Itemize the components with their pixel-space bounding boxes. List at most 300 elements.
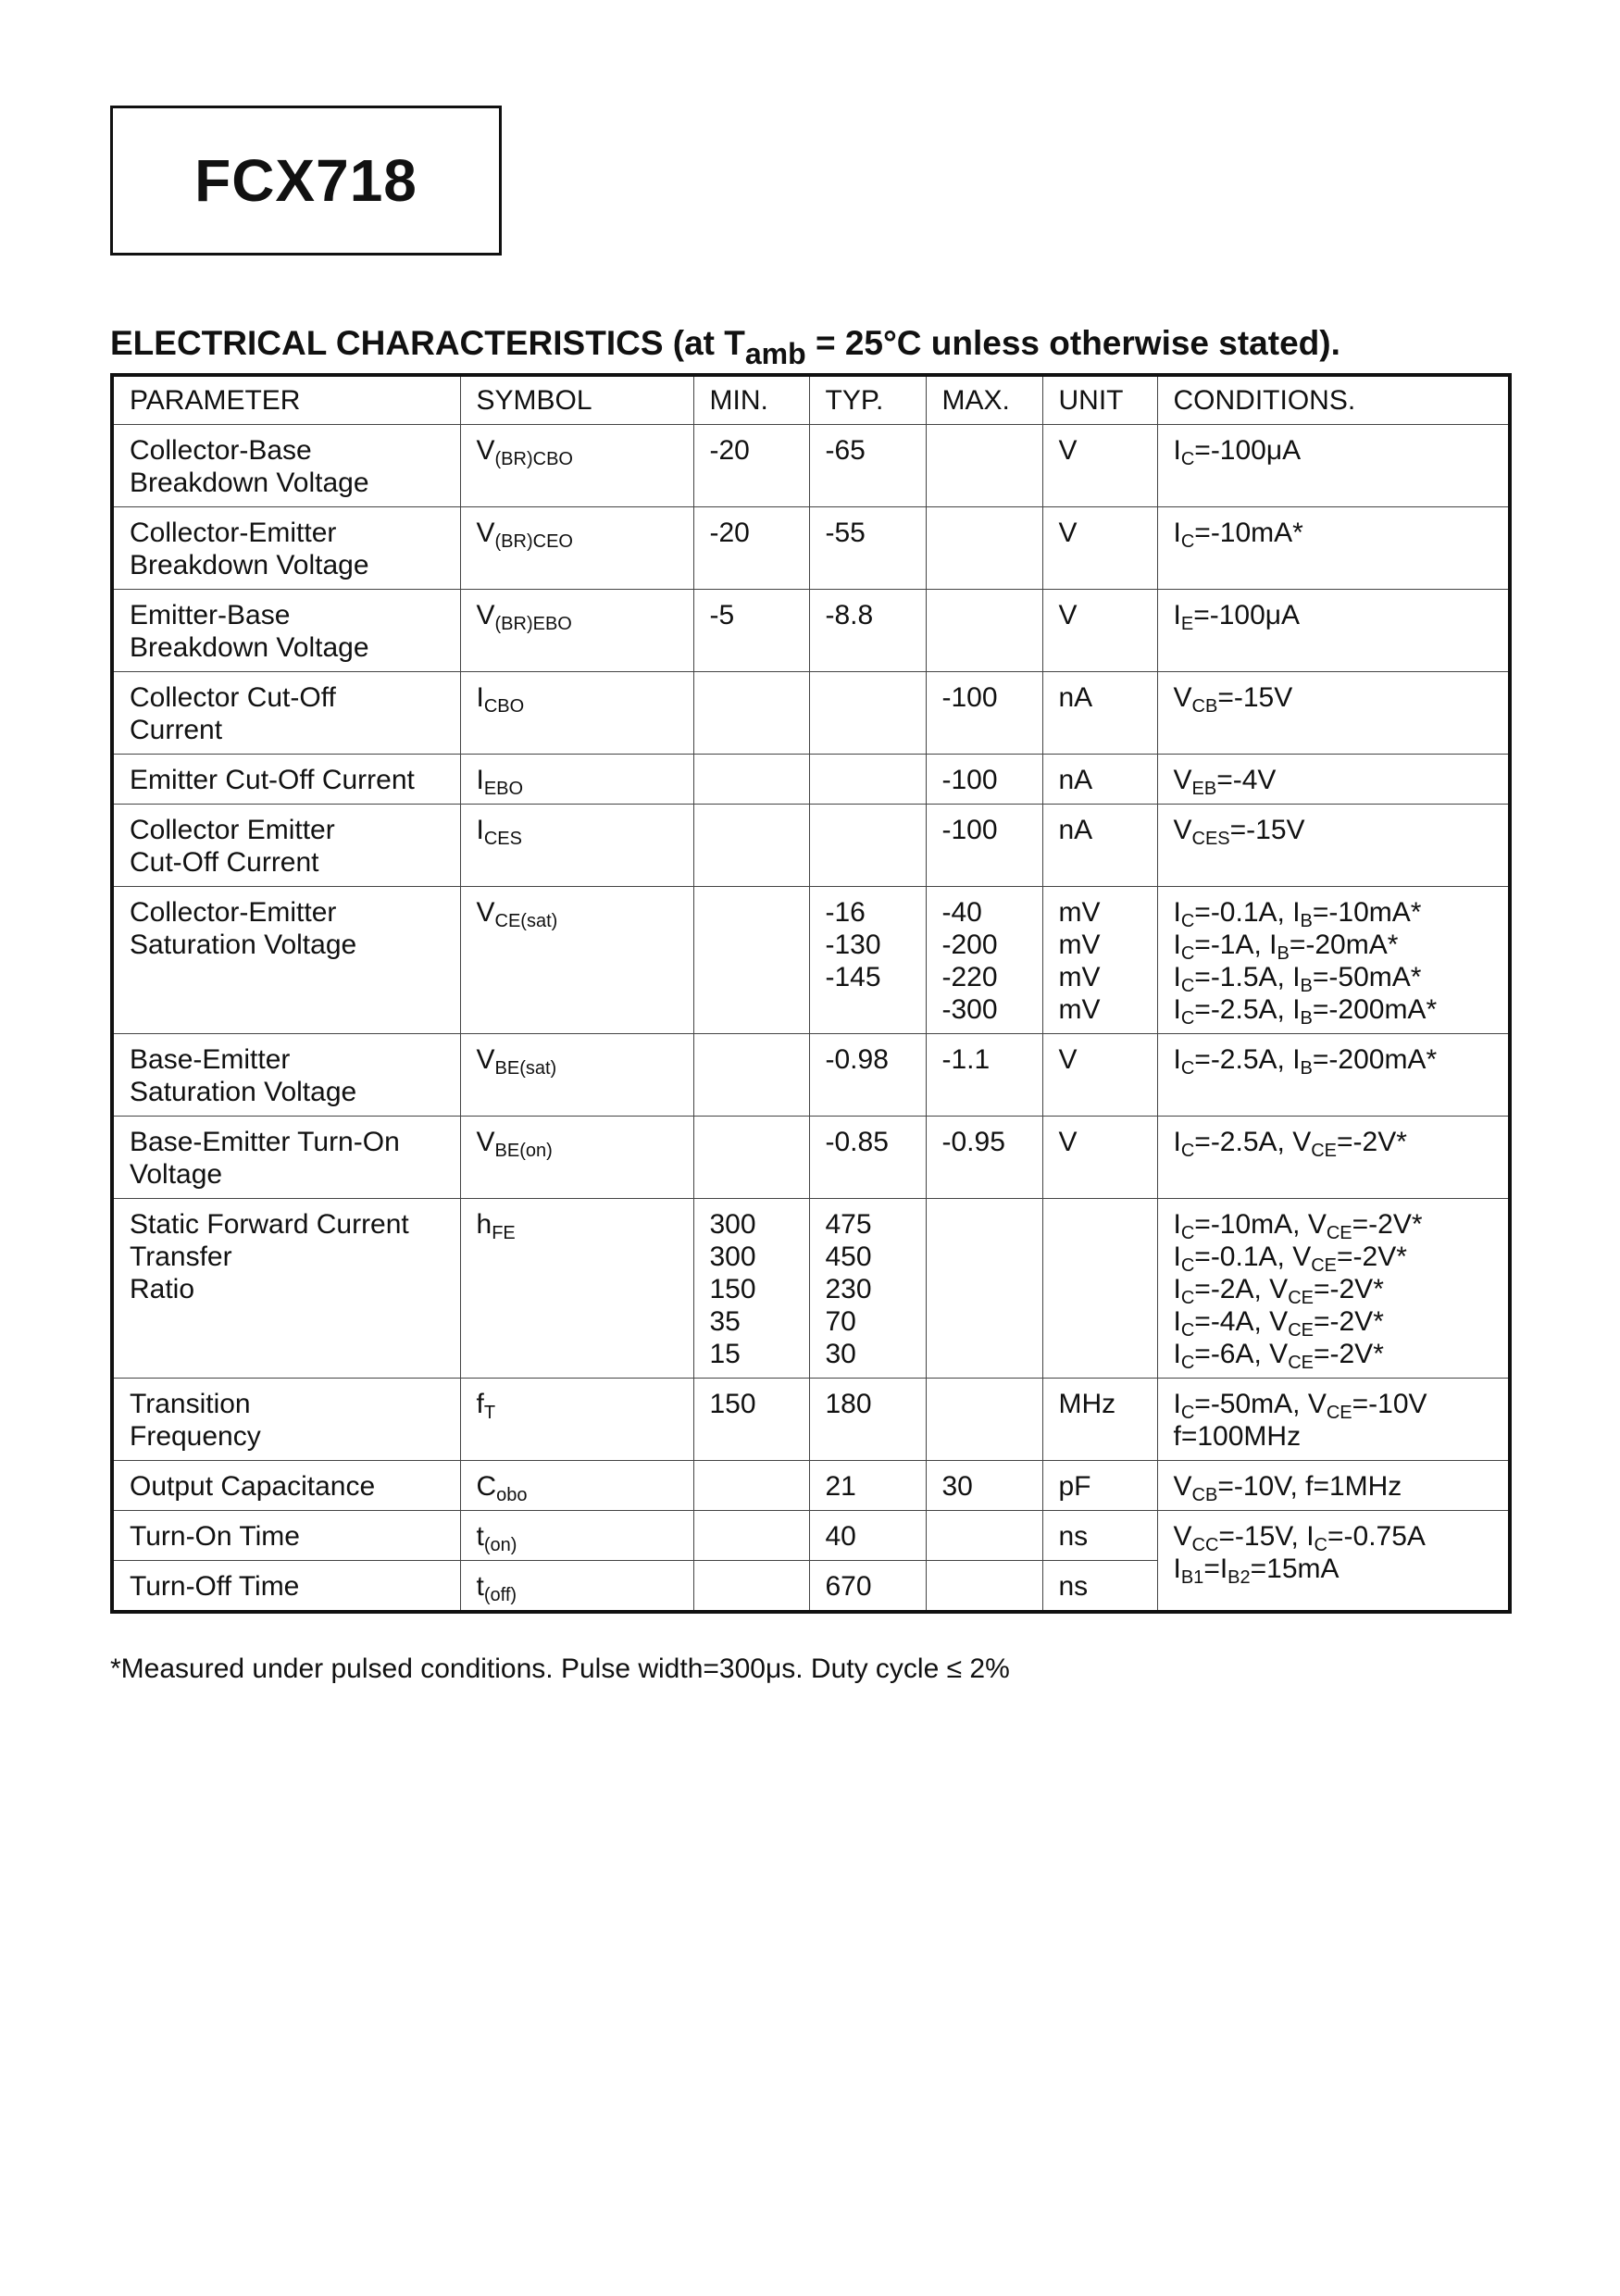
symbol-subscript: CBO: [483, 696, 525, 717]
column-header: PARAMETER: [112, 375, 460, 425]
part-number: FCX718: [194, 147, 417, 214]
condition-text: =-100μA: [1193, 600, 1301, 630]
symbol-letter: I: [476, 765, 484, 795]
table-row: [112, 507, 1510, 590]
table-header-row: [112, 375, 1510, 425]
condition-text: I: [1173, 994, 1181, 1025]
condition-line: [1173, 1388, 1498, 1423]
condition-subscript: C: [1180, 1058, 1195, 1079]
typ-cell: [809, 425, 926, 507]
max-cell-value: -100: [941, 682, 998, 713]
condition-text: I: [1173, 1242, 1181, 1272]
condition-text: I: [1173, 1209, 1181, 1240]
condition-line: [1174, 1520, 1498, 1553]
table-row: [112, 1511, 1510, 1561]
condition-text: I: [1173, 897, 1181, 928]
condition-line: [1173, 517, 1498, 552]
section-heading: [110, 324, 1340, 371]
condition-text: I: [1173, 1127, 1181, 1157]
condition-text: =-10mA*: [1312, 897, 1422, 928]
parameter-cell: [112, 507, 460, 590]
unit-cell: [1042, 755, 1157, 805]
parameter-cell-value: Base-Emitter Turn-On: [130, 1127, 400, 1157]
condition-text: V: [1173, 1521, 1192, 1552]
table-row: [112, 1199, 1510, 1379]
parameter-cell-value: Saturation Voltage: [130, 930, 357, 960]
parameter-cell: [112, 1461, 460, 1511]
condition-text: f=100MHz: [1173, 1421, 1302, 1452]
condition-line: [1174, 896, 1498, 929]
parameter-cell: [112, 1034, 460, 1117]
condition-subscript: CB: [1191, 696, 1218, 717]
symbol-subscript: BE(on): [494, 1141, 553, 1161]
unit-cell-value: mV: [1058, 994, 1101, 1025]
symbol-cell: [460, 425, 693, 507]
condition-line: [1174, 1208, 1498, 1241]
parameter-cell: [112, 1561, 460, 1613]
min-cell: [693, 1034, 809, 1117]
condition-line: [1173, 764, 1498, 799]
unit-cell-value: nA: [1058, 815, 1093, 845]
symbol-subscript: (BR)EBO: [494, 614, 572, 634]
typ-cell-value: -16: [825, 897, 866, 928]
max-cell: [926, 1379, 1042, 1461]
symbol-cell: [460, 590, 693, 672]
unit-cell: [1042, 887, 1157, 1034]
condition-subscript: CE: [1288, 1320, 1314, 1341]
condition-subscript: C: [1180, 1223, 1195, 1243]
part-number-box: [110, 106, 502, 256]
condition-text: =-2V*: [1337, 1242, 1407, 1272]
min-cell-value: -5: [709, 600, 735, 630]
condition-text: =-20mA*: [1289, 930, 1399, 960]
max-cell: [926, 507, 1042, 590]
unit-cell-value: mV: [1058, 930, 1101, 960]
condition-text: =-10V: [1352, 1389, 1427, 1419]
symbol-letter: h: [476, 1209, 492, 1240]
typ-cell-value: 30: [825, 1339, 856, 1369]
parameter-cell: [112, 887, 460, 1034]
condition-subscript: CES: [1191, 829, 1230, 849]
max-cell-value: -200: [941, 930, 998, 960]
parameter-cell: [112, 1511, 460, 1561]
typ-cell: [809, 1379, 926, 1461]
condition-text: I: [1173, 1306, 1181, 1337]
unit-cell-value: mV: [1058, 897, 1101, 928]
condition-text: =-100μA: [1194, 435, 1302, 466]
typ-cell: [809, 887, 926, 1034]
typ-cell: [809, 755, 926, 805]
typ-cell-value: 450: [825, 1242, 872, 1272]
parameter-cell: [112, 590, 460, 672]
max-cell: [926, 1561, 1042, 1613]
symbol-subscript: CES: [483, 829, 522, 849]
condition-subscript: C: [1180, 1320, 1195, 1341]
condition-text: I: [1173, 1274, 1181, 1304]
min-cell: [693, 1199, 809, 1379]
min-cell: [693, 1117, 809, 1199]
symbol-cell: [460, 1199, 693, 1379]
condition-text: =-200mA*: [1312, 1044, 1438, 1075]
condition-line: [1173, 599, 1498, 634]
parameter-cell-value: Breakdown Voltage: [130, 550, 369, 580]
condition-text: I: [1173, 1554, 1181, 1584]
parameter-cell-value: Static Forward Current: [130, 1209, 409, 1240]
condition-text: =-2V*: [1313, 1306, 1384, 1337]
column-header: MIN.: [693, 375, 809, 425]
symbol-subscript: T: [483, 1403, 496, 1423]
condition-text: =-15V: [1217, 682, 1293, 713]
max-cell: [926, 887, 1042, 1034]
typ-cell: [809, 1561, 926, 1613]
condition-subscript: C: [1180, 531, 1195, 552]
symbol-subscript: obo: [496, 1485, 528, 1505]
condition-subscript: B2: [1227, 1567, 1251, 1588]
min-cell: [693, 425, 809, 507]
condition-text: =-2.5A, V: [1194, 1127, 1312, 1157]
unit-cell-value: MHz: [1058, 1389, 1116, 1419]
condition-text: V: [1173, 815, 1192, 845]
max-cell-value: -100: [941, 765, 998, 795]
condition-text: I: [1173, 1044, 1181, 1075]
parameter-cell-value: Cut-Off Current: [130, 847, 319, 878]
unit-cell: [1042, 590, 1157, 672]
condition-text: I: [1173, 1389, 1181, 1419]
condition-subscript: C: [1180, 943, 1195, 964]
min-cell-value: 35: [709, 1306, 741, 1337]
conditions-cell: [1157, 1117, 1510, 1199]
min-cell-value: -20: [709, 435, 750, 466]
parameter-cell-value: Output Capacitance: [130, 1471, 376, 1502]
max-cell-value: -300: [941, 994, 998, 1025]
condition-subscript: B: [1300, 1008, 1313, 1029]
symbol-cell: [460, 1511, 693, 1561]
symbol-cell: [460, 507, 693, 590]
condition-subscript: C: [1180, 1141, 1195, 1161]
condition-subscript: C: [1180, 1288, 1195, 1308]
max-cell: [926, 672, 1042, 755]
condition-text: V: [1173, 682, 1192, 713]
condition-text: =-1.5A, I: [1194, 962, 1301, 992]
condition-text: V: [1173, 1471, 1192, 1502]
unit-cell: [1042, 1379, 1157, 1461]
unit-cell: [1042, 425, 1157, 507]
condition-subscript: B: [1300, 1058, 1313, 1079]
condition-text: =-4A, V: [1194, 1306, 1289, 1337]
column-header: SYMBOL: [460, 375, 693, 425]
condition-line: [1173, 993, 1498, 1029]
parameter-cell-value: Breakdown Voltage: [130, 468, 369, 498]
typ-cell-value: -65: [825, 435, 866, 466]
parameter-cell: [112, 425, 460, 507]
table-row: [112, 1461, 1510, 1511]
min-cell: [693, 755, 809, 805]
symbol-letter: V: [476, 435, 495, 466]
table-row: [112, 1117, 1510, 1199]
max-cell-value: -220: [941, 962, 998, 992]
max-cell: [926, 1117, 1042, 1199]
symbol-letter: I: [476, 682, 484, 713]
max-cell-value: -1.1: [941, 1044, 991, 1075]
heading-rest: = 25°C unless otherwise stated).: [805, 324, 1340, 362]
min-cell-value: 300: [709, 1209, 756, 1240]
footnote: *Measured under pulsed conditions. Pulse width=300μs. Duty cycle ≤ 2%: [110, 1653, 1010, 1684]
max-cell: [926, 1461, 1042, 1511]
symbol-letter: V: [476, 1127, 495, 1157]
unit-cell: [1042, 1117, 1157, 1199]
condition-subscript: C: [1180, 1353, 1195, 1373]
max-cell: [926, 805, 1042, 887]
typ-cell-value: 475: [825, 1209, 872, 1240]
condition-text: =-50mA*: [1312, 962, 1422, 992]
max-cell-value: -40: [941, 897, 982, 928]
condition-line: [1173, 961, 1498, 996]
min-cell-value: -20: [709, 518, 750, 548]
condition-text: =-2V*: [1313, 1274, 1384, 1304]
condition-line: [1174, 1470, 1498, 1503]
symbol-cell: [460, 805, 693, 887]
heading-main: ELECTRICAL CHARACTERISTICS (at T: [110, 324, 745, 362]
parameter-cell-value: Collector-Base: [130, 435, 312, 466]
conditions-cell: [1157, 1199, 1510, 1379]
min-cell: [693, 887, 809, 1034]
max-cell: [926, 1511, 1042, 1561]
condition-subscript: C: [1180, 1403, 1195, 1423]
symbol-cell: [460, 1379, 693, 1461]
condition-line: [1173, 1241, 1498, 1276]
parameter-cell-value: Collector-Emitter: [130, 518, 337, 548]
unit-cell-value: ns: [1058, 1571, 1089, 1602]
symbol-subscript: CE(sat): [494, 911, 558, 931]
condition-line: [1173, 1338, 1498, 1373]
condition-subscript: B1: [1180, 1567, 1204, 1588]
max-cell: [926, 425, 1042, 507]
symbol-letter: t: [476, 1571, 484, 1602]
parameter-cell-value: Saturation Voltage: [130, 1077, 357, 1107]
min-cell: [693, 1511, 809, 1561]
parameter-cell: [112, 672, 460, 755]
unit-cell: [1042, 672, 1157, 755]
table-row: [112, 1379, 1510, 1461]
typ-cell-value: -8.8: [825, 600, 874, 630]
symbol-letter: I: [476, 815, 484, 845]
condition-text: I: [1173, 930, 1181, 960]
table-row: [112, 887, 1510, 1034]
parameter-cell-value: Turn-Off Time: [130, 1571, 300, 1602]
min-cell: [693, 672, 809, 755]
condition-subscript: B: [1277, 943, 1290, 964]
symbol-subscript: BE(sat): [494, 1058, 557, 1079]
condition-text: =-0.75A: [1327, 1521, 1426, 1552]
typ-cell: [809, 507, 926, 590]
parameter-cell-value: Base-Emitter: [130, 1044, 291, 1075]
parameter-cell: [112, 1117, 460, 1199]
symbol-subscript: (off): [483, 1585, 517, 1605]
parameter-cell-value: Turn-On Time: [130, 1521, 300, 1552]
conditions-cell: [1157, 805, 1510, 887]
parameter-cell: [112, 755, 460, 805]
max-cell: [926, 1034, 1042, 1117]
condition-subscript: CE: [1326, 1223, 1352, 1243]
condition-subscript: E: [1180, 614, 1194, 634]
conditions-cell: [1157, 507, 1510, 590]
condition-text: =-2A, V: [1194, 1274, 1289, 1304]
condition-text: =-10mA*: [1194, 518, 1303, 548]
symbol-cell: [460, 1461, 693, 1511]
table-row: [112, 590, 1510, 672]
table-row: [112, 1034, 1510, 1117]
min-cell-value: 15: [709, 1339, 741, 1369]
max-cell: [926, 1199, 1042, 1379]
condition-text: =-200mA*: [1312, 994, 1438, 1025]
condition-line: [1173, 1126, 1498, 1161]
conditions-cell: [1157, 425, 1510, 507]
condition-subscript: B: [1300, 911, 1313, 931]
symbol-subscript: (BR)CEO: [494, 531, 573, 552]
unit-cell-value: nA: [1058, 765, 1093, 795]
typ-cell: [809, 1461, 926, 1511]
min-cell-value: 300: [709, 1242, 756, 1272]
condition-text: I: [1173, 435, 1181, 466]
symbol-cell: [460, 672, 693, 755]
max-cell: [926, 755, 1042, 805]
condition-text: =-1A, I: [1194, 930, 1277, 960]
symbol-cell: [460, 887, 693, 1034]
typ-cell-value: -55: [825, 518, 866, 548]
table-row: [112, 425, 1510, 507]
parameter-cell-value: Transfer: [130, 1242, 232, 1272]
max-cell-value: -100: [941, 815, 998, 845]
table-row: [112, 672, 1510, 755]
min-cell: [693, 1379, 809, 1461]
min-cell: [693, 507, 809, 590]
condition-text: I: [1173, 600, 1181, 630]
symbol-letter: f: [476, 1389, 484, 1419]
condition-subscript: C: [1180, 1255, 1195, 1276]
conditions-cell: [1157, 755, 1510, 805]
typ-cell-value: 40: [825, 1521, 856, 1552]
column-header: CONDITIONS.: [1157, 375, 1510, 425]
min-cell: [693, 1461, 809, 1511]
unit-cell-value: V: [1058, 1044, 1078, 1075]
min-cell-value: 150: [709, 1274, 756, 1304]
typ-cell: [809, 1511, 926, 1561]
max-cell: [926, 590, 1042, 672]
parameter-cell-value: Transition: [130, 1389, 251, 1419]
unit-cell-value: pF: [1058, 1471, 1091, 1502]
parameter-cell-value: Voltage: [130, 1159, 223, 1190]
max-cell-value: -0.95: [941, 1127, 1005, 1157]
typ-cell-value: 180: [825, 1389, 872, 1419]
parameter-cell-value: Current: [130, 715, 223, 745]
condition-text: I: [1173, 518, 1181, 548]
condition-text: I: [1173, 962, 1181, 992]
unit-cell: [1042, 805, 1157, 887]
unit-cell: [1042, 1561, 1157, 1613]
unit-cell-value: ns: [1058, 1521, 1089, 1552]
condition-text: =-0.1A, I: [1194, 897, 1301, 928]
conditions-cell: [1157, 1379, 1510, 1461]
condition-subscript: C: [1314, 1535, 1327, 1555]
typ-cell-value: 21: [825, 1471, 856, 1502]
condition-subscript: C: [1180, 976, 1195, 996]
condition-subscript: CC: [1191, 1535, 1219, 1555]
parameter-cell-value: Frequency: [130, 1421, 261, 1452]
condition-line: [1173, 681, 1498, 717]
parameter-cell-value: Ratio: [130, 1274, 195, 1304]
min-cell: [693, 1561, 809, 1613]
symbol-letter: C: [476, 1471, 497, 1502]
condition-line: [1174, 434, 1498, 467]
unit-cell-value: nA: [1058, 682, 1093, 713]
condition-subscript: CE: [1311, 1255, 1337, 1276]
parameter-cell: [112, 1379, 460, 1461]
condition-subscript: B: [1300, 976, 1313, 996]
conditions-cell: [1157, 1511, 1510, 1613]
unit-cell: [1042, 507, 1157, 590]
table-row: [112, 805, 1510, 887]
unit-cell: [1042, 1461, 1157, 1511]
parameter-cell: [112, 1199, 460, 1379]
condition-subscript: CE: [1311, 1141, 1337, 1161]
condition-text: =-2V*: [1352, 1209, 1423, 1240]
symbol-cell: [460, 1561, 693, 1613]
symbol-letter: V: [476, 518, 495, 548]
condition-subscript: C: [1180, 449, 1195, 469]
typ-cell-value: 70: [825, 1306, 856, 1337]
symbol-cell: [460, 1034, 693, 1117]
conditions-cell: [1157, 590, 1510, 672]
symbol-subscript: FE: [492, 1223, 516, 1243]
unit-cell-value: V: [1058, 600, 1078, 630]
condition-text: =-0.1A, V: [1194, 1242, 1312, 1272]
conditions-cell: [1157, 672, 1510, 755]
condition-text: =-50mA, V: [1194, 1389, 1327, 1419]
table-row: [112, 755, 1510, 805]
symbol-letter: t: [476, 1521, 484, 1552]
symbol-letter: V: [476, 600, 495, 630]
min-cell: [693, 590, 809, 672]
typ-cell-value: -0.98: [825, 1044, 889, 1075]
column-header: UNIT: [1042, 375, 1157, 425]
condition-line: [1173, 1273, 1498, 1308]
symbol-subscript: (on): [483, 1535, 517, 1555]
heading-sub: amb: [744, 337, 806, 370]
condition-line: [1173, 929, 1498, 964]
parameter-cell-value: Collector Emitter: [130, 815, 335, 845]
column-header: MAX.: [926, 375, 1042, 425]
typ-cell: [809, 805, 926, 887]
condition-subscript: CE: [1326, 1403, 1352, 1423]
condition-text: =-15V, I: [1218, 1521, 1315, 1552]
typ-cell: [809, 590, 926, 672]
parameter-cell-value: Breakdown Voltage: [130, 632, 369, 663]
typ-cell-value: 230: [825, 1274, 872, 1304]
unit-cell-value: V: [1058, 435, 1078, 466]
condition-subscript: CB: [1191, 1485, 1218, 1505]
max-cell-value: 30: [941, 1471, 973, 1502]
typ-cell: [809, 1199, 926, 1379]
condition-text: =-10V, f=1MHz: [1217, 1471, 1402, 1502]
typ-cell-value: -0.85: [825, 1127, 889, 1157]
condition-text: =15mA: [1250, 1554, 1340, 1584]
typ-cell: [809, 672, 926, 755]
condition-subscript: EB: [1191, 779, 1217, 799]
min-cell-value: 150: [709, 1389, 756, 1419]
condition-subscript: C: [1180, 1008, 1195, 1029]
typ-cell: [809, 1034, 926, 1117]
condition-text: =-2V*: [1337, 1127, 1407, 1157]
